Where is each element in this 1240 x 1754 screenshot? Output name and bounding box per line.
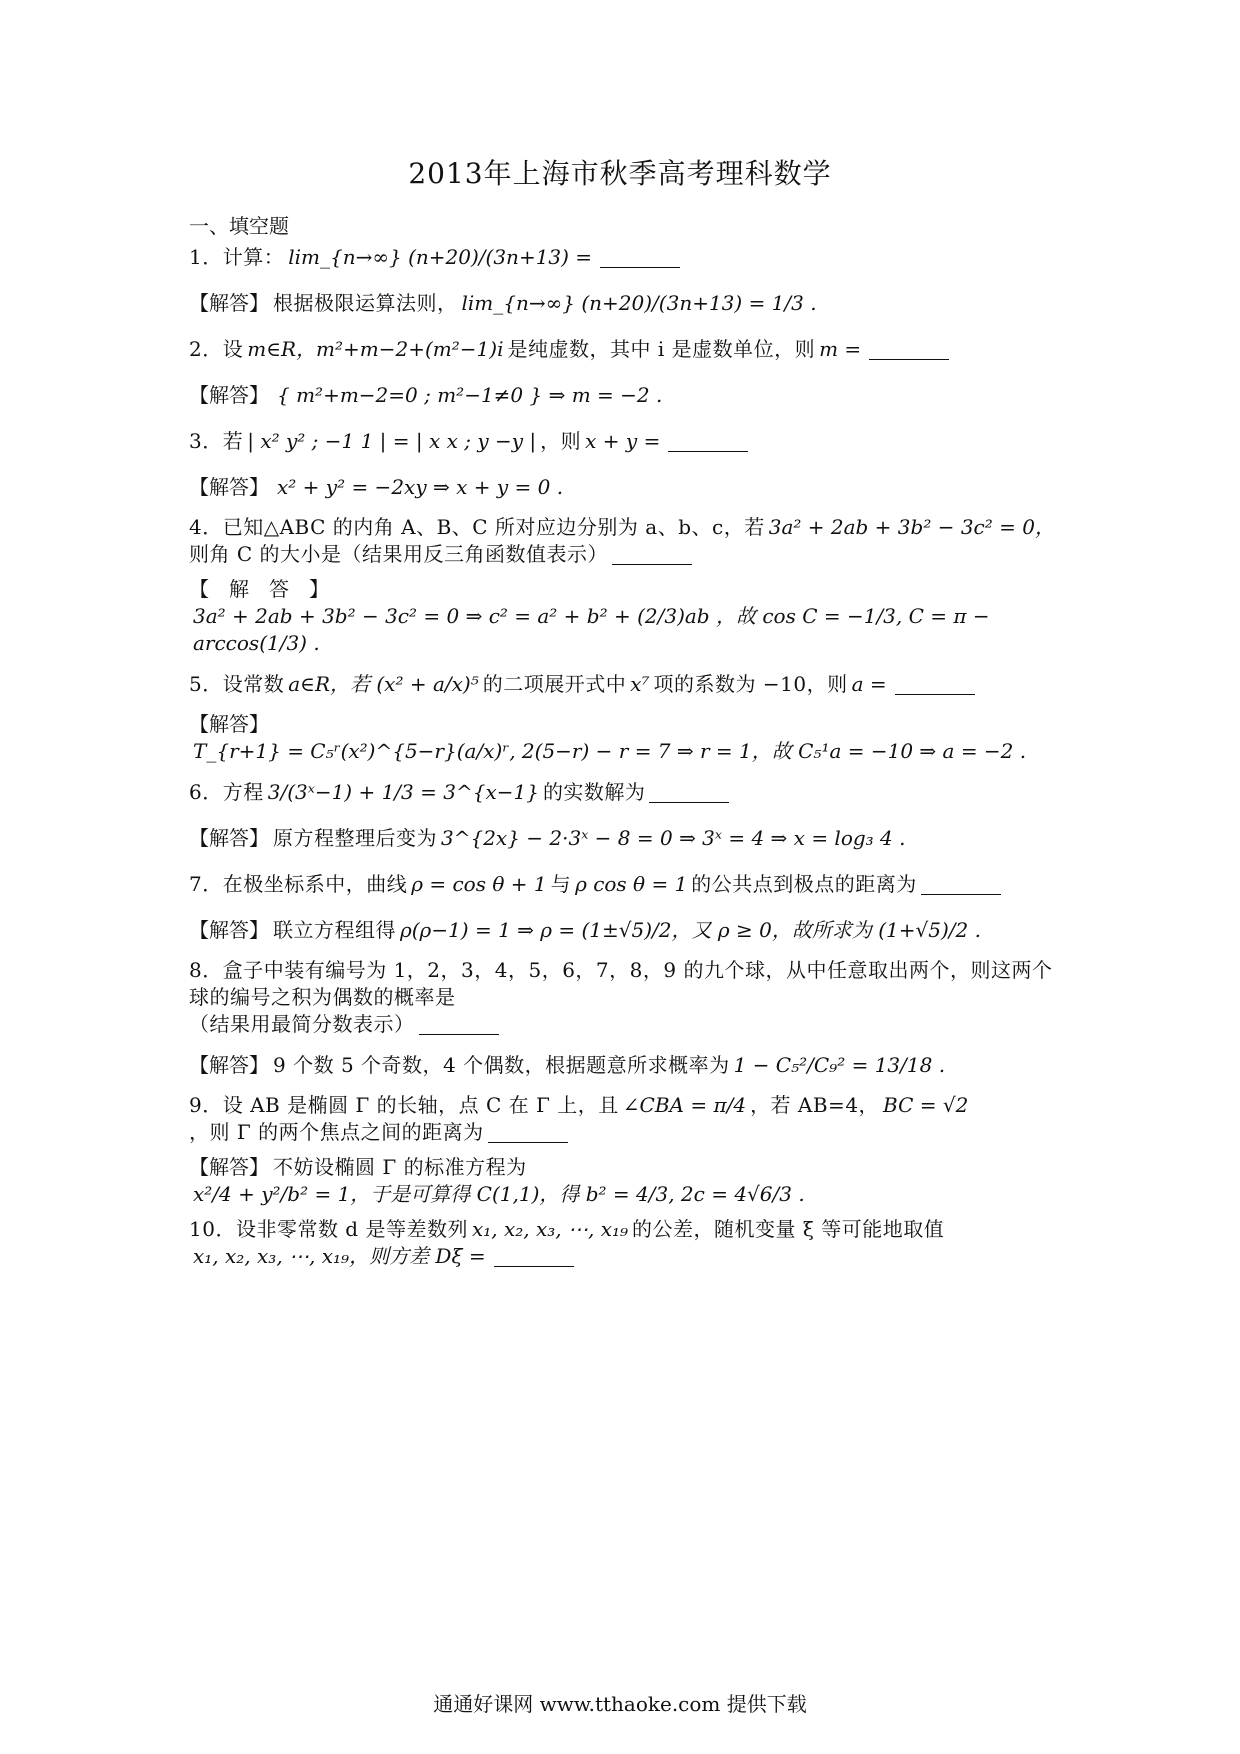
question-line [189,238,1059,276]
answer-tag: 【解答】 [189,1155,269,1179]
answer-tag: 【解答】 [189,825,269,850]
answer-blank [600,247,680,268]
answer-tag: 【解答】 [189,1052,269,1077]
question-line [189,1092,1059,1146]
question-line [189,665,1059,703]
text-segment: （结果用反三角函数值表示） [341,542,609,566]
text-segment: 10．设非零常数 d 是等差数列 [189,1217,468,1241]
text-segment: 6．方程 [189,779,264,804]
text-segment: 5．设常数 [189,671,285,696]
answer-blank [668,431,748,452]
text-segment: 与 [550,871,572,896]
section-heading: 一、填空题 [189,214,289,238]
math-expression: 3/(3ˣ−1) + 1/3 = 3^{x−1} [267,779,539,804]
text-segment: 4．已知△ABC 的内角 A、B、C 所对应边分别为 a、b、c，若 [189,515,765,539]
math-expression: m = [819,336,862,361]
math-expression: T_{r+1} = C₅ʳ(x²)^{5−r}(a/x)ʳ, 2(5−r) − r = 7 ⇒ r = 1，故 C₅¹a = −10 ⇒ a = −2 . [193,739,1027,763]
question-line [189,514,1059,568]
answer-tag: 【解答】 [189,917,269,942]
text-segment: 根据极限运算法则， [273,290,458,315]
math-expression: 3a² + 2ab + 3b² − 3c² = 0 ⇒ c² = a² + b² + (2/3)ab ，故 cos C = −1/3, C = π − arccos(1/3) . [193,604,990,655]
answer-line [189,284,1059,322]
text-segment: 项的系数为 −10，则 [653,671,848,696]
text-segment: 1．计算： [189,244,285,269]
math-expression: m∈R，m²+m−2+(m²−1)i [247,336,504,361]
text-segment: ，则 Γ 的两个焦点之间的距离为 [189,1120,484,1144]
answer-line [189,576,1059,657]
answer-blank [488,1122,568,1143]
text-segment: 则角 C 的大小是 [189,542,342,566]
footer-credit: 通通好课网 www.tthaoke.com 提供下载 [433,1692,807,1716]
math-expression: x₁, x₂, x₃, ⋯, x₁₉ [471,1217,629,1241]
text-segment: 联立方程组得 [273,917,396,942]
math-expression: BC = √2 [883,1093,969,1117]
math-expression: 1 − C₅²/C₉² = 13/18 . [733,1052,946,1077]
text-segment: 的二项展开式中 [482,671,627,696]
text-segment: 9．设 AB 是椭圆 Γ 的长轴，点 C 在 Γ 上，且 [189,1093,619,1117]
answer-blank [895,674,975,695]
answer-blank [419,1014,499,1035]
answer-blank [612,544,692,565]
answer-tag: 【解答】 [189,382,269,407]
math-expression: 3^{2x} − 2·3ˣ − 8 = 0 ⇒ 3ˣ = 4 ⇒ x = log₃ 4 . [441,825,906,850]
answer-line [189,711,1059,765]
text-segment: 2．设 [189,336,244,361]
text-segment: 是纯虚数，其中 i 是虚数单位，则 [507,336,816,361]
answer-line [189,819,1059,857]
math-expression: x⁷ [630,671,650,696]
text-segment: 9 个数 5 个奇数，4 个偶数，根据题意所求概率为 [273,1052,730,1077]
question-line [189,957,1059,1038]
math-expression: x₁, x₂, x₃, ⋯, x₁₉，则方差 Dξ = [193,1244,486,1268]
text-segment: 的实数解为 [542,779,646,804]
math-expression: x²/4 + y²/b² = 1，于是可算得 C(1,1)，得 b² = 4/3, 2c = 4√6/3 . [193,1182,805,1206]
math-expression: a = [851,671,887,696]
math-expression: x + y = [585,428,661,453]
text-segment: 原方程整理后变为 [273,825,437,850]
math-expression: x² + y² = −2xy ⇒ x + y = 0 . [277,474,564,499]
math-expression: ρ cos θ = 1 [575,871,688,896]
math-expression: lim_{n→∞} (n+20)/(3n+13) = [288,244,593,269]
problem-list [189,238,1059,1278]
answer-tag: 【解答】 [189,474,269,499]
math-expression: | x² y² ; −1 1 | = | x x ; y −y | [247,428,537,453]
math-expression: a∈R，若 (x² + a/x)⁵ [288,671,479,696]
text-segment: 7．在极坐标系中，曲线 [189,871,408,896]
answer-line [189,1046,1059,1084]
question-line [189,865,1059,903]
answer-tag: 【解答】 [189,712,269,736]
answer-blank [921,874,1001,895]
math-expression: 3a² + 2ab + 3b² − 3c² = 0， [768,515,1055,539]
text-segment: ，则 [540,428,582,453]
text-segment: 的公共点到极点的距离为 [691,871,917,896]
text-segment: （结果用最简分数表示） [189,1012,415,1036]
text-segment: 不妨设椭圆 Γ 的标准方程为 [273,1155,527,1179]
math-expression: ρ(ρ−1) = 1 ⇒ ρ = (1±√5)/2，又 ρ ≥ 0，故所求为 (1+√5)/2 . [400,917,981,942]
math-expression: ρ = cos θ + 1 [411,871,547,896]
answer-line [189,468,1059,506]
question-line [189,773,1059,811]
text-segment: ，若 AB=4， [750,1093,880,1117]
answer-tag: 【解答】 [189,290,269,315]
text-segment: 3．若 [189,428,244,453]
question-line [189,1216,1059,1270]
text-segment: 8．盒子中装有编号为 1，2，3，4，5，6，7，8，9 的九个球，从中任意取出两个，则这两个球的编号之积为偶数的概率是 [189,958,1053,1009]
answer-tag: 【 解 答 】 [189,577,329,601]
answer-blank [869,339,949,360]
answer-line [189,376,1059,414]
question-line [189,422,1059,460]
answer-line [189,1154,1059,1208]
answer-blank [494,1246,574,1267]
text-segment: 的公差，随机变量 ξ 等可能地取值 [632,1217,945,1241]
math-expression: lim_{n→∞} (n+20)/(3n+13) = 1/3 . [461,290,817,315]
question-line [189,330,1059,368]
math-expression: { m²+m−2=0 ; m²−1≠0 } ⇒ m = −2 . [277,382,663,407]
page-title: 2013年上海市秋季高考理科数学 [408,157,832,190]
answer-blank [649,782,729,803]
math-expression: ∠CBA = π/4 [622,1093,747,1117]
answer-line [189,911,1059,949]
